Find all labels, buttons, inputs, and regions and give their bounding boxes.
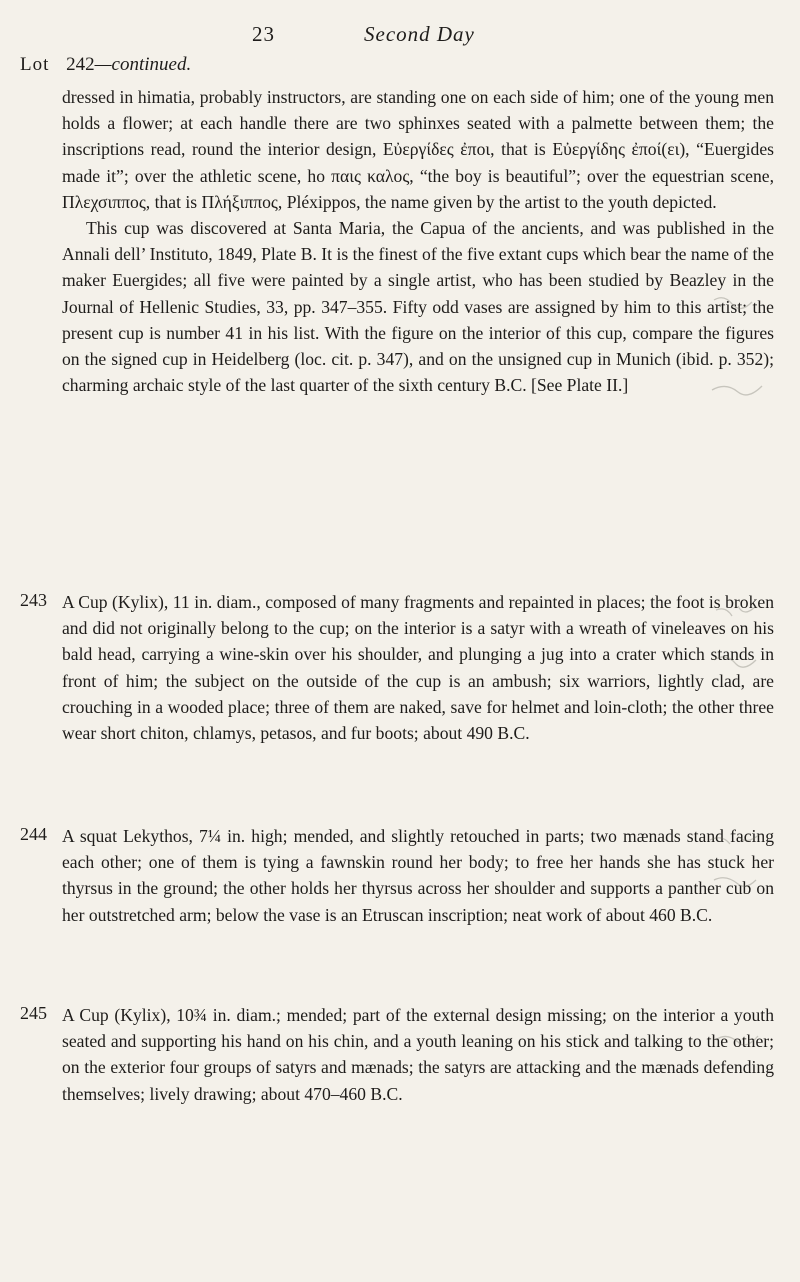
lot-paragraph: A squat Lekythos, 7¼ in. high; mended, and slightly retouched in parts; two mænads stand facing each other; one of them is tying a fawnskin round her body; to free her hands she has stuck her thyrsus in the ground; the other holds her thyrsus across her shoulder and supports a panther cub on her outstretched arm; below the vase is an Etruscan inscription; neat work of about 460 B.C. — [62, 826, 774, 925]
lot-number-244: 244 — [20, 824, 47, 844]
lot-entry-245 — [62, 1002, 774, 1107]
lot-paragraph: A Cup (Kylix), 10¾ in. diam.; mended; part of the external design missing; on the interior a youth seated and supporting his hand on his chin, and a youth leaning on his stick and talking to the other; on the exterior four groups of satyrs and mænads; the satyrs are attacking and the mænads defending themselves; lively drawing; about 470–460 B.C. — [62, 1005, 774, 1104]
lot-paragraph: A Cup (Kylix), 11 in. diam., composed of many fragments and repainted in places; the foot is broken and did not originally belong to the cup; on the interior is a satyr with a wreath of vineleaves on his bald head, carrying a wine-skin over his shoulder, and plunging a jug into a crater which stands in front of him; the subject on the outside of the cup is an ambush; six warriors, lightly clad, are crouching in a wooded place; three of them are naked, save for helmet and loin-cloth; the other three wear short chiton, chlamys, petasos, and fur boots; about 490 B.C. — [62, 592, 774, 744]
lot-label: Lot — [20, 54, 50, 75]
lot-entry-243 — [62, 589, 774, 746]
lot-number: 242 — [66, 54, 95, 75]
lot-entry-244 — [62, 823, 774, 928]
page-number: 23 — [252, 22, 275, 46]
running-title: Second Day — [364, 22, 475, 46]
page-header — [0, 18, 800, 48]
lot-paragraph: dressed in himatia, probably instructors, are standing one on each side of him; one of the young men holds a flower; at each handle there are two sphinxes seated with a palmette between them; the inscriptions read, round the interior design, Εὐεργίδες ἐποι, that is Εὐεργίδης ἐποί(ει), “Euergides made it”; over the athletic scene, ho παις καλος, “the boy is beautiful”; over the equestrian scene, Πλεχσιππος, that is Πλήξιππος, Pléxippos, the name given by the artist to the youth depicted. — [62, 87, 774, 212]
lot-number-245: 245 — [20, 1003, 47, 1023]
continued-label: —continued. — [94, 54, 192, 75]
margin-annotations — [704, 280, 794, 1100]
continuation-heading — [20, 54, 191, 76]
lot-paragraph: This cup was discovered at Santa Maria, the Capua of the ancients, and was published in the Annali dell’ Instituto, 1849, Plate B. It is the finest of the five extant cups which bear the name of the maker Euergides; all five were painted by a single artist, who has been studied by Beazley in the Journal of Hellenic Studies, 33, pp. 347–355. Fifty odd vases are assigned by him to this artist; the present cup is number 41 in his list. With the figure on the interior of this cup, compare the figures on the signed cup in Heidelberg (loc. cit. p. 347), and on the unsigned cup in Munich (ibid. p. 352); charming archaic style of the last quarter of the sixth century B.C. [See Plate II.] — [62, 218, 774, 396]
lot-number-243: 243 — [20, 590, 47, 610]
lot-entry-242 — [62, 84, 774, 398]
